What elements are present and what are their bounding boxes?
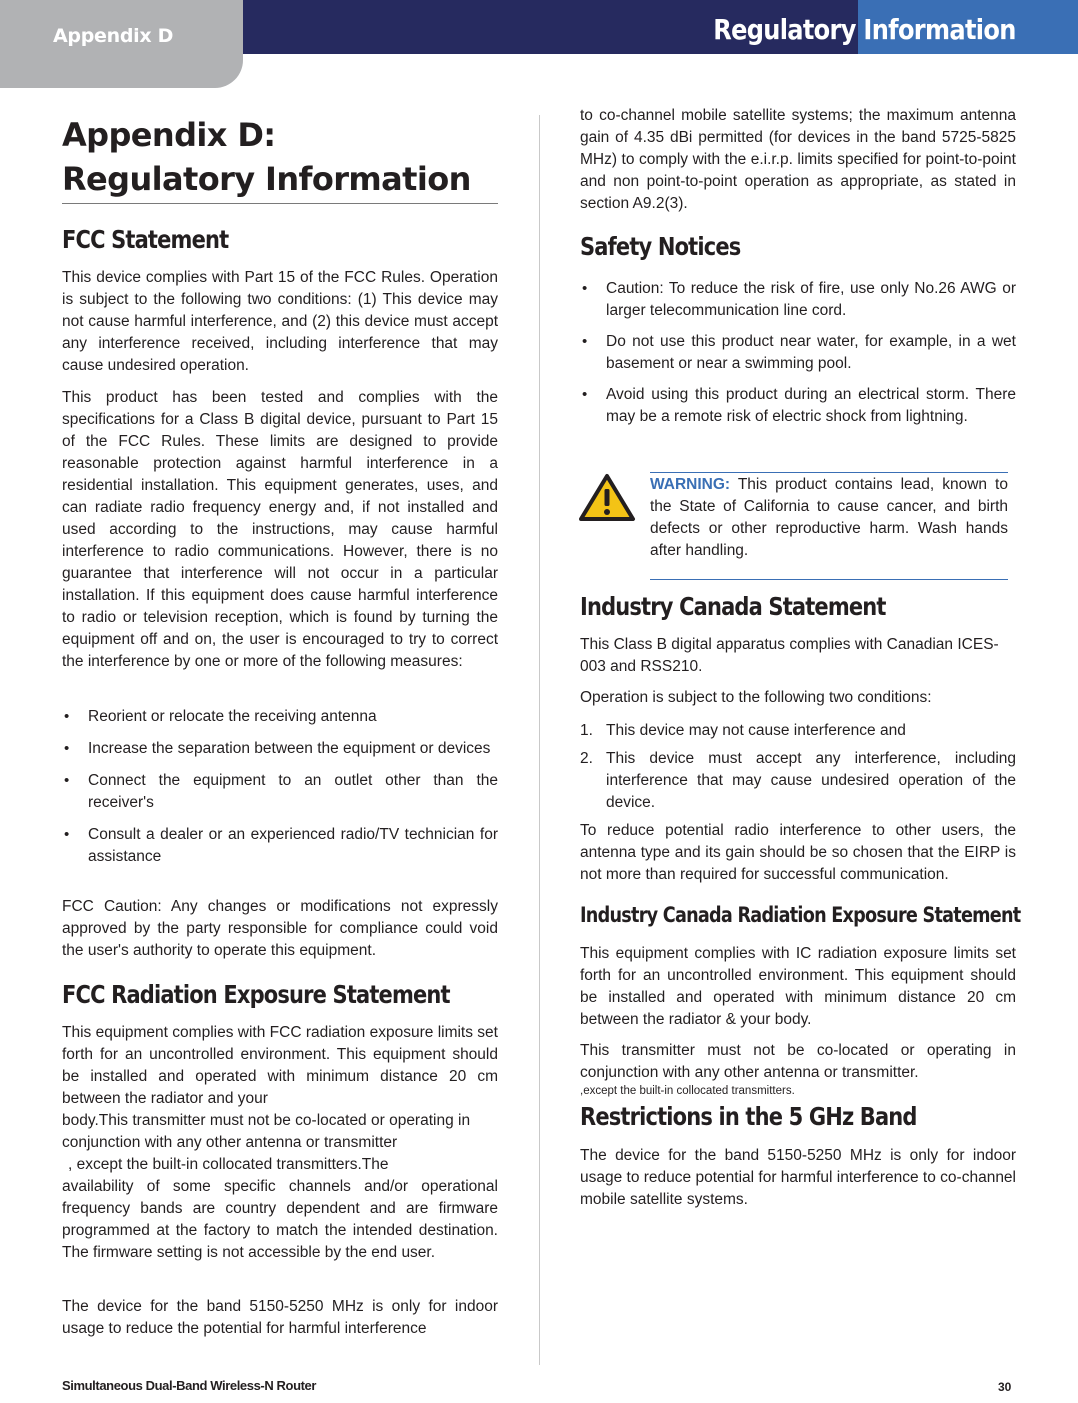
footer-page-number: 30 <box>998 1380 1012 1394</box>
list-number: 1. <box>580 722 593 739</box>
warning-body: This product contains lead, known to the State of California to cause cancer, and birth defects or other reproductive harm. Wash hands after handling. <box>650 476 1008 559</box>
industry-canada-paragraph-1: This Class B digital apparatus complies with Canadian ICES-003 and RSS210. <box>580 636 999 675</box>
fcc-measures-list <box>62 706 498 868</box>
warning-triangle-icon <box>578 473 636 523</box>
fcc-radiation-paragraph-d: , except the built-in collocated transmitters.The <box>68 1156 389 1173</box>
list-item: • Avoid using this product during an electrical storm. There may be a remote risk of electric shock from lightning. <box>580 384 1016 428</box>
page-title <box>62 113 498 204</box>
appendix-tab-label: Appendix D <box>53 25 174 47</box>
list-item <box>580 748 1016 814</box>
list-item: • Caution: To reduce the risk of fire, use only No.26 AWG or larger telecommunication line cord. <box>580 278 1016 322</box>
list-text: This device may not cause interference and <box>606 722 906 739</box>
fcc-paragraph-1: This device complies with Part 15 of the FCC Rules. Operation is subject to the following two conditions: (1) This device may not cause harmful interference, and (2) this device must accept any interference received, including interference that may cause undesired operation. <box>62 269 498 374</box>
restrictions-paragraph: The device for the band 5150-5250 MHz is only for indoor usage to reduce potential for harmful interference to co-channel mobile satellite systems. <box>580 1147 1016 1208</box>
list-number: 2. <box>580 750 593 767</box>
column-divider <box>539 115 540 1365</box>
list-item: • Do not use this product near water, for example, in a wet basement or near a swimming pool. <box>580 331 1016 375</box>
fcc-radiation-paragraph-a: This equipment complies with FCC radiation exposure limits set forth for an uncontrolled environment. This equipment should be installed and operated with minimum distance 20 cm between the radiator and your <box>62 1024 498 1107</box>
list-item: • Connect the equipment to an outlet other than the receiver's <box>62 770 498 814</box>
fcc-heading: FCC Statement <box>62 225 229 254</box>
safety-list <box>580 278 1016 428</box>
warning-rule-bottom <box>650 579 1008 580</box>
fcc-caution: FCC Caution: Any changes or modifications not expressly approved by the party responsible for compliance could void the user's authority to operate this equipment. <box>62 898 498 959</box>
list-item: • Increase the separation between the equipment or devices <box>62 738 498 760</box>
fcc-radiation-heading: FCC Radiation Exposure Statement <box>62 980 450 1009</box>
right-continued-paragraph: to co-channel mobile satellite systems; the maximum antenna gain of 4.35 dBi permitted (for devices in the band 5725-5825 MHz) to comply with the e.i.r.p. limits specified for point-to-point and non point-to-point operation as appropriate, as stated in section A9.2(3). <box>580 107 1016 212</box>
fcc-radiation-paragraph-2: The device for the band 5150-5250 MHz is only for indoor usage to reduce the potential for harmful interference <box>62 1298 498 1337</box>
warning-rule-top <box>650 472 1008 473</box>
industry-canada-paragraph-3: To reduce potential radio interference to other users, the antenna type and its gain should be so chosen that the EIRP is not more than required for successful communication. <box>580 822 1016 883</box>
page-title-line1: Appendix D: <box>62 116 276 154</box>
list-item <box>580 720 1016 742</box>
page-title-line2: Regulatory Information <box>62 160 471 198</box>
header-title: Regulatory Information <box>713 13 1016 46</box>
list-text: This device must accept any interference, including interference that may cause undesired operation of the device. <box>606 750 1016 811</box>
industry-canada-heading: Industry Canada Statement <box>580 592 886 621</box>
ic-radiation-paragraph-2: This transmitter must not be co-located or operating in conjunction with any other antenna or transmitter. <box>580 1042 1016 1081</box>
appendix-tab <box>0 0 243 88</box>
industry-canada-paragraph-2: Operation is subject to the following two conditions: <box>580 689 932 706</box>
list-item: • Reorient or relocate the receiving antenna <box>62 706 498 728</box>
fcc-radiation-paragraph-c: conjunction with any other antenna or transmitter <box>62 1134 398 1151</box>
warning-label: WARNING: <box>650 476 731 493</box>
restrictions-heading: Restrictions in the 5 GHz Band <box>580 1102 917 1131</box>
warning-text <box>650 474 1008 562</box>
safety-heading: Safety Notices <box>580 232 741 261</box>
ic-radiation-paragraph-1: This equipment complies with IC radiation exposure limits set forth for an uncontrolled environment. This equipment should be installed and operated with minimum distance 20 cm between the radiator & your body. <box>580 945 1016 1028</box>
ic-radiation-note: ,except the built-in collocated transmitters. <box>580 1085 795 1097</box>
fcc-paragraph-2: This product has been tested and complies with the specifications for a Class B digital device, pursuant to Part 15 of the FCC Rules. These limits are designed to provide reasonable protection against harmful interference in a residential installation. This equipment generates, uses, and can radiate radio frequency energy and, if not installed and used according to the instructions, may cause harmful interference to radio communications. However, there is no guarantee that interference will not occur in a particular installation. If this equipment does cause harmful interference to radio or television reception, which is found by turning the equipment off and on, the user is encouraged to try to correct the interference by one or more of the following measures: <box>62 389 498 670</box>
ic-radiation-heading: Industry Canada Radiation Exposure Statement <box>580 903 1021 927</box>
industry-canada-conditions <box>580 720 1016 814</box>
list-item: • Consult a dealer or an experienced radio/TV technician for assistance <box>62 824 498 868</box>
fcc-radiation-paragraph-e: availability of some specific channels and/or operational frequency bands are country dependent and are firmware programmed at the factory to match the intended destination. The firmware setting is not accessible by the end user. <box>62 1178 498 1261</box>
footer-product-name: Simultaneous Dual-Band Wireless-N Router <box>62 1378 317 1393</box>
fcc-radiation-paragraph-b: body.This transmitter must not be co-located or operating in <box>62 1112 471 1129</box>
